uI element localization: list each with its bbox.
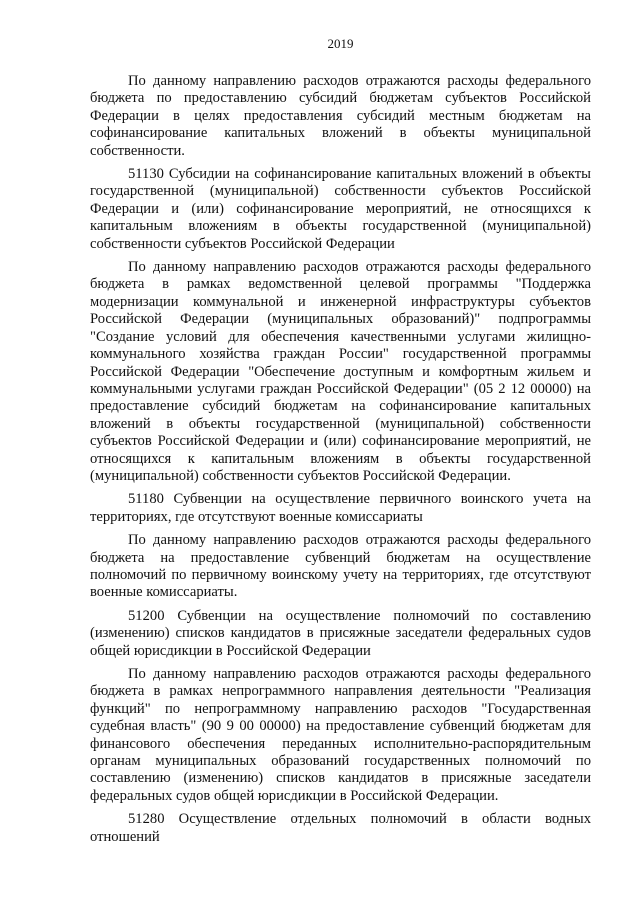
paragraph-6: 51200 Субвенции на осуществление полномочий по составлению (изменению) списков кандидатов в присяжные заседатели федеральных судов общей юрисдикции в Российской Федерации <box>90 607 591 659</box>
paragraph-1: По данному направлению расходов отражаются расходы федерального бюджета по предоставлению субсидий бюджетам субъектов Российской Федерации в целях предоставления субсидий местным бюджетам на софинансирование капитальных вложений в объекты муниципальной собственности. <box>90 73 591 159</box>
paragraph-5: По данному направлению расходов отражаются расходы федерального бюджета на предоставление субвенций бюджетам на осуществление полномочий по первичному воинскому учету на территориях, где отсутствуют военные комиссариаты. <box>90 532 591 601</box>
paragraph-2: 51130 Субсидии на софинансирование капитальных вложений в объекты государственной (муниципальной) собственности субъектов Российской Федерации и (или) софинансирование мероприятий, не относящихся к капитальным вложениям в объекты государственной (муниципальной) собственности субъектов Российской Федерации <box>90 166 591 252</box>
paragraph-4: 51180 Субвенции на осуществление первичного воинского учета на территориях, где отсутствуют военные комиссариаты <box>90 491 591 525</box>
paragraph-3: По данному направлению расходов отражаются расходы федерального бюджета в рамках ведомственной целевой программы "Поддержка модернизации коммунальной и инженерной инфраструктуры субъектов Российской Федерации (муниципальных образований)" подпрограммы "Создание условий для обеспечения качественными услугами жилищно-коммунального хозяйства граждан России" государственной программы Российской Федерации "Обеспечение доступным и комфортным жильем и коммунальными услугами граждан Российской Федерации" (05 2 12 00000) на предоставление субсидий бюджетам на софинансирование капитальных вложений в объекты государственной (муниципальной) собственности субъектов Российской Федерации и (или) софинансирование мероприятий, не относящихся к капитальным вложениям в объекты государственной (муниципальной) собственности субъектов Российской Федерации. <box>90 259 591 484</box>
paragraph-8: 51280 Осуществление отдельных полномочий в области водных отношений <box>90 811 591 845</box>
paragraph-7: По данному направлению расходов отражаются расходы федерального бюджета в рамках непрограммного направления деятельности "Реализация функций" по непрограммному направлению расходов "Государственная судебная власть" (90 9 00 00000) на предоставление субвенций бюджетам для финансового обеспечения переданных исполнительно-распорядительным органам муниципальных образований государственных полномочий по составлению (изменению) списков кандидатов в присяжные заседатели федеральных судов общей юрисдикции в Российской Федерации. <box>90 666 591 804</box>
page-number: 2019 <box>327 36 354 51</box>
